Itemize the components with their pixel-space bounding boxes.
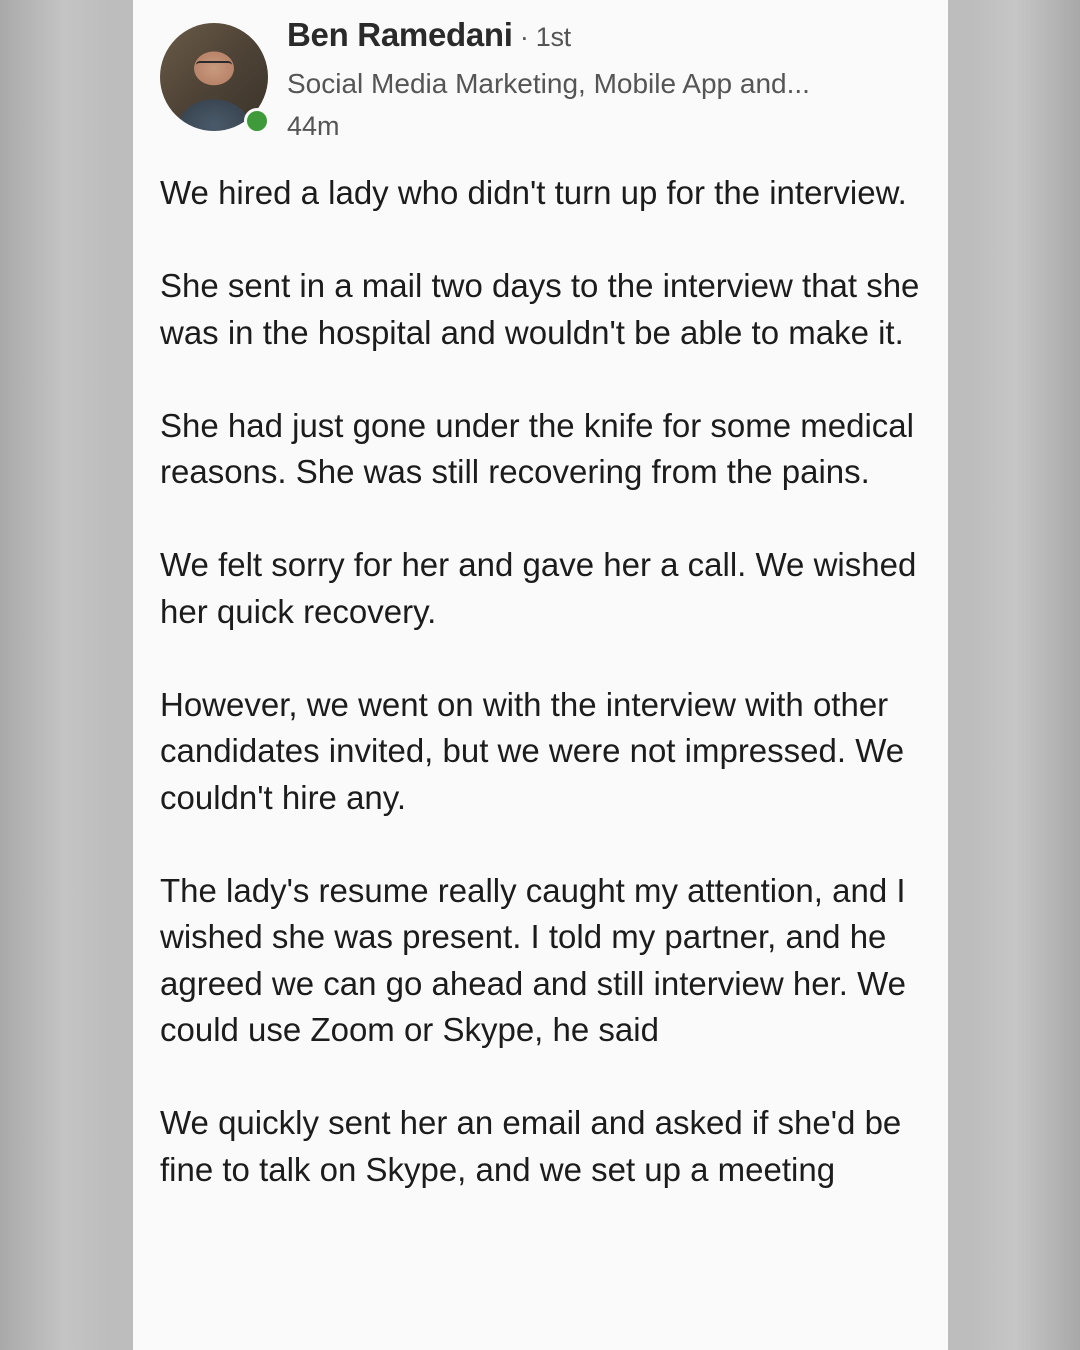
post-paragraph: We hired a lady who didn't turn up for the interview. — [160, 174, 907, 211]
post-paragraph: However, we went on with the interview with other candidates invited, but we were not impressed. We couldn't hire any. — [160, 685, 905, 816]
glasses-shape — [196, 61, 232, 71]
author-name[interactable]: Ben Ramedani — [287, 16, 513, 53]
author-headline: Social Media Marketing, Mobile App and... — [287, 68, 810, 99]
post-body — [160, 170, 930, 1240]
post-paragraph: She had just gone under the knife for some medical reasons. She was still recovering from the pains. — [160, 406, 914, 490]
post-paragraph: We quickly sent her an email and asked if she'd be fine to talk on Skype, and we set up a meeting — [160, 1104, 902, 1188]
connection-separator: · — [512, 22, 536, 52]
post-card — [133, 0, 948, 1350]
post-paragraph: She sent in a mail two days to the interview that she was in the hospital and wouldn't be able to make it. — [160, 267, 920, 351]
online-status-icon — [244, 108, 270, 134]
post-paragraph: The lady's resume really caught my attention, and I wished she was present. I told my partner, and he agreed we can go ahead and still interview her. We could use Zoom or Skype, he said — [160, 871, 907, 1048]
post-time: 44m — [287, 111, 340, 141]
post-paragraph: We felt sorry for her and gave her a call. We wished her quick recovery. — [160, 546, 917, 630]
author-name-line[interactable] — [287, 16, 571, 54]
post-header — [160, 16, 940, 146]
connection-degree: 1st — [535, 22, 571, 52]
